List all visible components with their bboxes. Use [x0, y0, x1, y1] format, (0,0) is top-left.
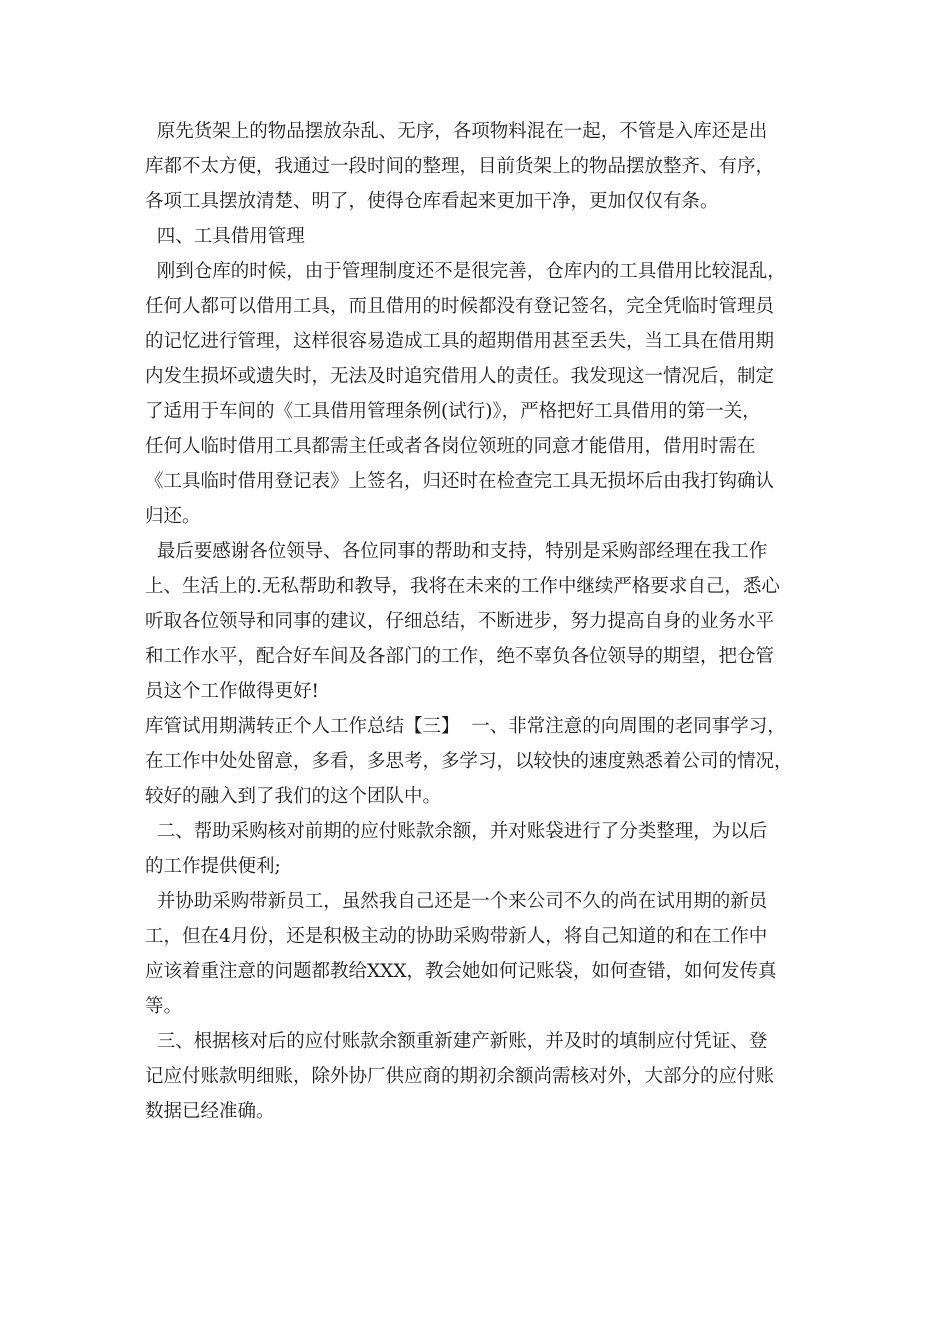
text-line: 的工作提供便利;	[145, 856, 281, 877]
text-line: 在工作中处处留意，多看，多思考，多学习，以较快的速度熟悉着公司的情况，	[145, 751, 793, 772]
text-line: 并协助采购带新员工，虽然我自己还是一个来公司不久的尚在试用期的新员	[145, 891, 768, 912]
section-heading: 四、工具借用管理	[145, 226, 305, 247]
text-line: 任何人都可以借用工具，而且借用的时候都没有登记签名，完全凭临时管理员	[145, 296, 775, 317]
text-line: 刚到仓库的时候，由于管理制度还不是很完善，仓库内的工具借用比较混乱，	[145, 261, 786, 282]
text-line: 原先货架上的物品摆放杂乱、无序，各项物料混在一起，不管是入库还是出	[145, 121, 768, 142]
text-line: 较好的融入到了我们的这个团队中。	[145, 786, 442, 807]
text-line: 归还。	[145, 506, 201, 527]
text-line: 员这个工作做得更好!	[145, 681, 319, 702]
document-body	[145, 114, 810, 1129]
text-line: 的记忆进行管理，这样很容易造成工具的超期借用甚至丢失，当工具在借用期	[145, 331, 775, 352]
text-line: 等。	[145, 996, 183, 1017]
text-line: 工，但在4月份，还是积极主动的协助采购带新人，将自己知道的和在工作中	[145, 926, 768, 947]
text-line: 内发生损坏或遗失时，无法及时追究借用人的责任。我发现这一情况后，制定	[145, 366, 775, 387]
text-line: 听取各位领导和同事的建议，仔细总结，不断进步，努力提高自身的业务水平	[145, 611, 775, 632]
text-line: 《工具临时借用登记表》上签名，归还时在检查完工具无损坏后由我打钩确认	[145, 471, 775, 492]
text-line: 最后要感谢各位领导、各位同事的帮助和支持，特别是采购部经理在我工作	[145, 541, 768, 562]
text-line: 和工作水平，配合好车间及各部门的工作，绝不辜负各位领导的期望，把仓管	[145, 646, 775, 667]
text-line: 三、根据核对后的应付账款余额重新建产新账，并及时的填制应付凭证、登	[145, 1031, 768, 1052]
text-line: 库都不太方便，我通过一段时间的整理，目前货架上的物品摆放整齐、有序，	[145, 156, 775, 177]
text-line: 各项工具摆放清楚、明了，使得仓库看起来更加干净，更加仅仅有条。	[145, 191, 719, 212]
text-line: 应该着重注意的问题都教给XXX，教会她如何记账袋，如何查错，如何发传真	[145, 961, 777, 982]
text-line: 上、生活上的.无私帮助和教导，我将在未来的工作中继续严格要求自己，悉心	[145, 576, 780, 597]
text-line: 了适用于车间的《工具借用管理条例(试行)》，严格把好工具借用的第一关，	[145, 401, 761, 422]
text-line: 二、帮助采购核对前期的应付账款余额，并对账袋进行了分类整理，为以后	[145, 821, 768, 842]
text-line: 任何人临时借用工具都需主任或者各岗位领班的同意才能借用，借用时需在	[145, 436, 756, 457]
text-line: 数据已经准确。	[145, 1101, 275, 1122]
text-line: 记应付账款明细账，除外协厂供应商的期初余额尚需核对外，大部分的应付账	[145, 1066, 775, 1087]
section-title-line: 库管试用期满转正个人工作总结【三】 一、非常注意的向周围的老同事学习，	[145, 716, 786, 737]
